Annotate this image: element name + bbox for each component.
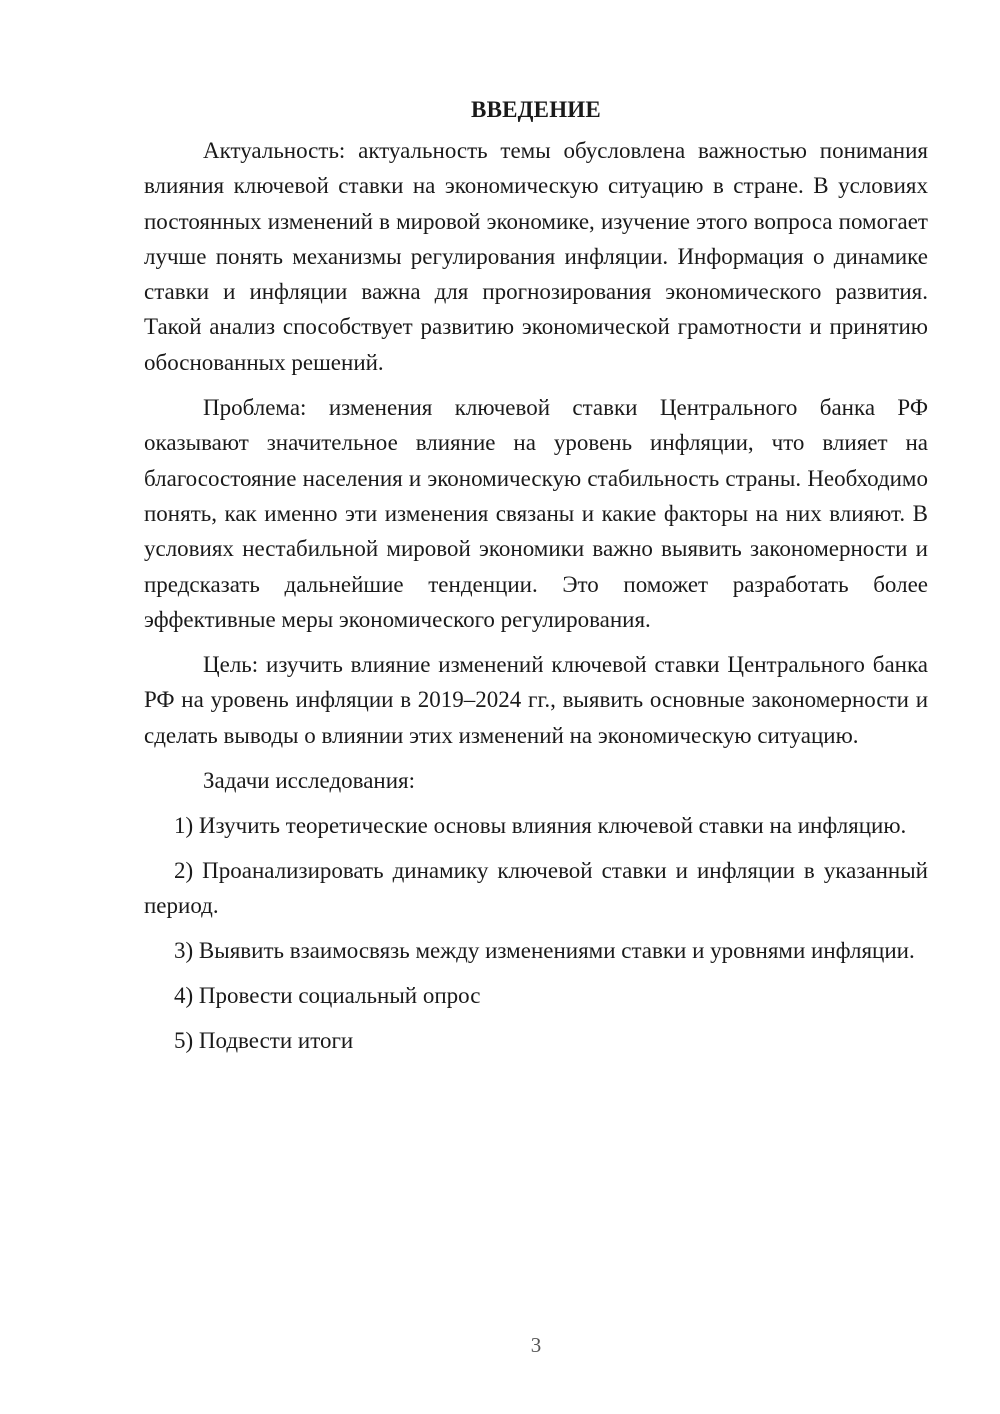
task-item: 5) Подвести итоги [174,1028,354,1054]
task-item: 4) Провести социальный опрос [174,983,481,1009]
tasks-heading: Задачи исследования: [203,768,416,794]
tasks-list [144,808,928,1058]
task-item: 2) Проанализировать динамику ключевой ставки и инфляции в указанный период. [144,858,928,919]
paragraph-goal: Цель: изучить влияние изменений ключевой ставки Центрального банка РФ на уровень инфляции в 2019–2024 гг., выявить основные закономерности и сделать выводы о влиянии этих изменений на экономическую ситуацию. [144,652,928,748]
intro-body [144,133,928,753]
section-title: ВВЕДЕНИЕ [471,97,601,122]
task-item: 3) Выявить взаимосвязь между изменениями ставки и уровнями инфляции. [174,938,915,964]
page-number: 3 [530,1333,542,1357]
paragraph-problem: Проблема: изменения ключевой ставки Центрального банка РФ оказывают значительное влияние на уровень инфляции, что влияет на благосостояние населения и экономическую стабильность страны. Необходимо понять, как именно эти изменения связаны и какие факторы на них влияют. В условиях нестабильной мировой экономики важно выявить закономерности и предсказать дальнейшие тенденции. Это поможет разработать более эффективные меры экономического регулирования. [144,395,928,632]
task-item: 1) Изучить теоретические основы влияния ключевой ставки на инфляцию. [174,813,907,839]
paragraph-relevance: Актуальность: актуальность темы обусловлена важностью понимания влияния ключевой ставки на экономическую ситуацию в стране. В условиях постоянных изменений в мировой экономике, изучение этого вопроса помогает лучше понять механизмы регулирования инфляции. Информация о динамике ставки и инфляции важна для прогнозирования экономического развития. Такой анализ способствует развитию экономической грамотности и принятию обоснованных решений. [144,138,928,375]
document-page [144,92,928,1058]
